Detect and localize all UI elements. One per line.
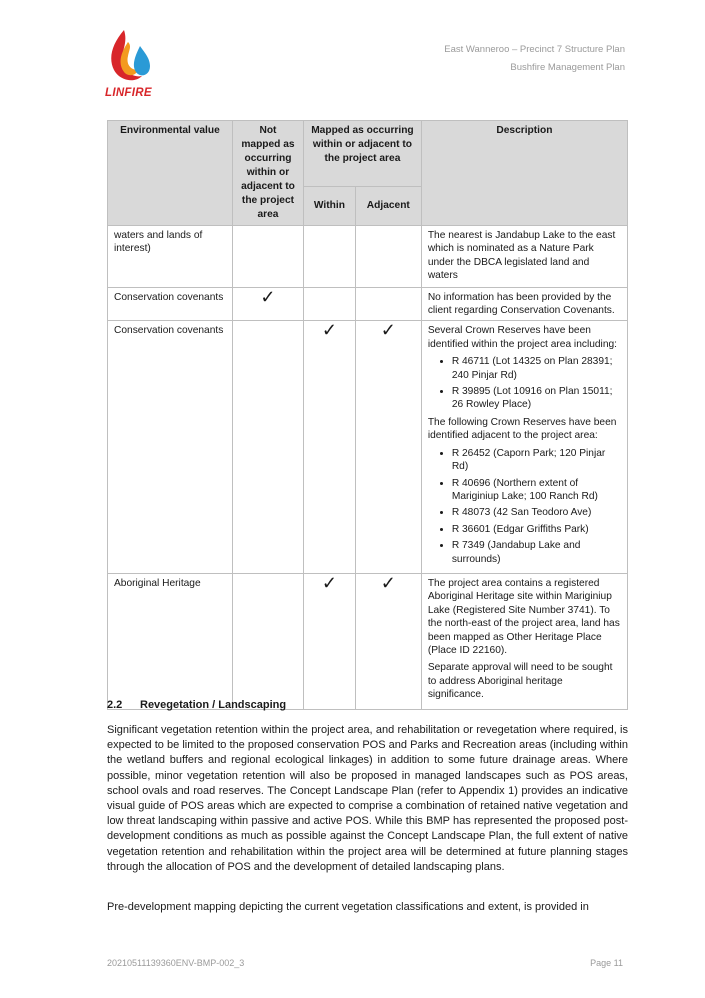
table-row — [108, 573, 628, 709]
list-item: • R 36601 (Edgar Griffiths Park) — [452, 523, 621, 536]
env-value-cell: Aboriginal Heritage — [108, 573, 233, 709]
table-row — [108, 321, 628, 574]
list-item: • R 46711 (Lot 14325 on Plan 28391; 240 Pinjar Rd) — [452, 355, 621, 382]
table-row — [108, 226, 628, 288]
section-title: Revegetation / Landscaping — [140, 699, 287, 711]
description-text: The project area contains a registered Aboriginal Heritage site within Mariginiup Lake (Registered Site Number 3741). To the north-east of the project area, land has been mapped as Other Heritage Place (Place ID 22160). — [427, 577, 620, 656]
adjacent-reserves-list — [428, 447, 621, 566]
env-value-cell: Conservation covenants — [108, 321, 233, 574]
adjacent-cell — [355, 226, 421, 288]
env-value-cell: waters and lands of interest) — [108, 226, 233, 288]
not-mapped-cell — [232, 321, 303, 574]
adjacent-cell — [355, 287, 421, 321]
within-cell — [304, 287, 356, 321]
page-number: Page 11 — [590, 958, 623, 968]
not-mapped-cell — [232, 573, 303, 709]
description-cell: The nearest is Jandabup Lake to the east which is nominated as a Nature Park under the DBCA legislated land and waters — [421, 226, 627, 288]
header-description: Description — [421, 121, 627, 226]
list-item: • R 40696 (Northern extent of Mariginiup Lake; 100 Ranch Rd) — [452, 477, 621, 504]
list-item: • R 39895 (Lot 10916 on Plan 15011; 26 Rowley Place) — [452, 385, 621, 412]
header-mapped: Mapped as occurring within or adjacent to the project area — [304, 121, 422, 187]
body-paragraph: Pre-development mapping depicting the current vegetation classifications and extent, is provided in — [107, 901, 589, 913]
within-cell — [304, 226, 356, 288]
list-item: • R 26452 (Caporn Park; 120 Pinjar Rd) — [452, 447, 621, 474]
environmental-values-table — [107, 120, 628, 710]
description-cell — [421, 573, 627, 709]
checkmark-icon: ✓ — [355, 573, 421, 709]
description-text: Several Crown Reserves have been identified within the project area including: — [427, 325, 617, 350]
checkmark-icon: ✓ — [304, 573, 356, 709]
document-subtitle: Bushfire Management Plan — [510, 62, 625, 73]
checkmark-icon: ✓ — [304, 321, 356, 574]
header-env-value: Environmental value — [108, 121, 233, 226]
env-value-cell: Conservation covenants — [108, 287, 233, 321]
logo-wordmark: LINFIRE — [105, 87, 152, 99]
section-number: 2.2 — [107, 699, 123, 711]
not-mapped-cell — [232, 226, 303, 288]
list-item: • R 48073 (42 San Teodoro Ave) — [452, 506, 621, 519]
document-title: East Wanneroo – Precinct 7 Structure Plan — [444, 44, 625, 55]
section-heading — [107, 699, 286, 711]
list-item: • R 7349 (Jandabup Lake and surrounds) — [452, 539, 621, 566]
document-reference: 20210511139360ENV-BMP-002_3 — [107, 958, 245, 968]
description-cell — [421, 321, 627, 574]
description-cell: No information has been provided by the client regarding Conservation Covenants. — [421, 287, 627, 321]
description-text: Separate approval will need to be sought to address Aboriginal heritage significance. — [427, 662, 613, 701]
body-paragraph: Significant vegetation retention within the project area, and rehabilitation or revegetation where required, is expected to be limited to the proposed conservation POS and Parks and Recreation areas (including within the wetland buffers and regional ecological linkages) in addition to some future drainage areas. Where possible, minor vegetation retention will also be proposed in managed landscapes such as POS areas, school ovals and road reserves. The Concept Landscape Plan (refer to Appendix 1) provides an indicative visual guide of POS areas which are expected to comprise a combination of retained native vegetation and low threat landscaping within passive and active POS. While this BMP has represented the proposed post-development conditions as much as possible against the Concept Landscape Plan, the full extent of native vegetation retention and rehabilitation within the project area will be determined at future planning stages through the allocation of POS and the development of detailed landscaping plans. — [107, 724, 628, 873]
description-text: The following Crown Reserves have been identified adjacent to the project area: — [427, 416, 617, 442]
checkmark-icon: ✓ — [232, 287, 303, 321]
header-within: Within — [304, 187, 356, 226]
header-not-mapped: Not mapped as occurring within or adjacent to the project area — [232, 121, 303, 226]
within-reserves-list — [428, 355, 621, 412]
table-row — [108, 287, 628, 321]
header-adjacent: Adjacent — [355, 187, 421, 226]
checkmark-icon: ✓ — [355, 321, 421, 574]
